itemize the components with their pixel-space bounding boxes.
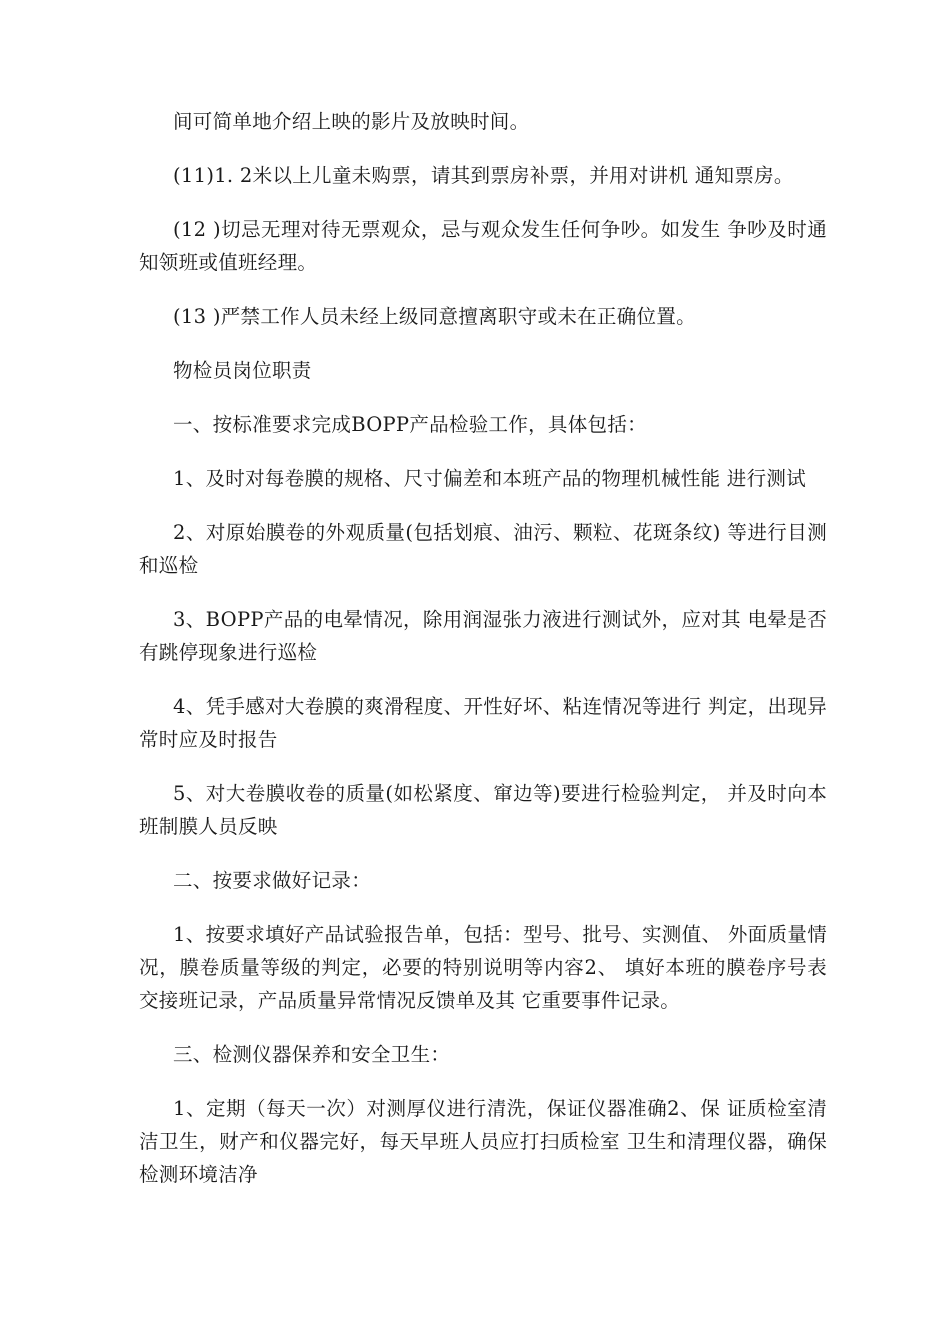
- paragraph-4: (13 )严禁工作人员未经上级同意擅离职守或未在正确位置。: [173, 305, 696, 328]
- paragraph-item-2: 2、对原始膜卷的外观质量(包括划痕、油污、颗粒、花斑条纹) 等进行目测和巡检: [139, 521, 827, 577]
- section-heading-inspector-duties: 物检员岗位职责: [173, 359, 312, 382]
- paragraph-3: (12 )切忌无理对待无票观众，忌与观众发生任何争吵。如发生 争吵及时通知领班或值班经理。: [139, 218, 827, 274]
- section-heading-2: 二、按要求做好记录：: [173, 869, 372, 892]
- paragraph-item-3: 3、BOPP产品的电晕情况，除用润湿张力液进行测试外，应对其 电晕是否有跳停现象进行巡检: [139, 608, 827, 664]
- section-heading-1: 一、按标准要求完成BOPP产品检验工作，具体包括：: [173, 413, 647, 436]
- paragraph-item-1: 1、及时对每卷膜的规格、尺寸偏差和本班产品的物理机械性能 进行测试: [173, 467, 807, 490]
- paragraph-2: (11)1. 2米以上儿童未购票，请其到票房补票，并用对讲机 通知票房。: [173, 164, 794, 187]
- paragraph-item-5: 5、对大卷膜收卷的质量(如松紧度、窜边等)要进行检验判定， 并及时向本班制膜人员反映: [139, 782, 827, 838]
- paragraph-1: 间可简单地介绍上映的影片及放映时间。: [173, 110, 530, 133]
- paragraph-maintenance: 1、定期（每天一次）对测厚仪进行清洗，保证仪器准确2、保 证质检室清洁卫生，财产和仪器完好，每天早班人员应打扫质检室 卫生和清理仪器，确保检测环境洁净: [139, 1097, 827, 1186]
- paragraph-records: 1、按要求填好产品试验报告单，包括：型号、批号、实测值、 外面质量情况，膜卷质量等级的判定，必要的特别说明等内容2、 填好本班的膜卷序号表交接班记录，产品质量异常情况反馈单及其 它重要事件记录。: [139, 923, 827, 1012]
- paragraph-item-4: 4、凭手感对大卷膜的爽滑程度、开性好坏、粘连情况等进行 判定，出现异常时应及时报告: [139, 695, 827, 751]
- document-body: [139, 105, 827, 1212]
- section-heading-3: 三、检测仪器保养和安全卫生：: [173, 1043, 451, 1066]
